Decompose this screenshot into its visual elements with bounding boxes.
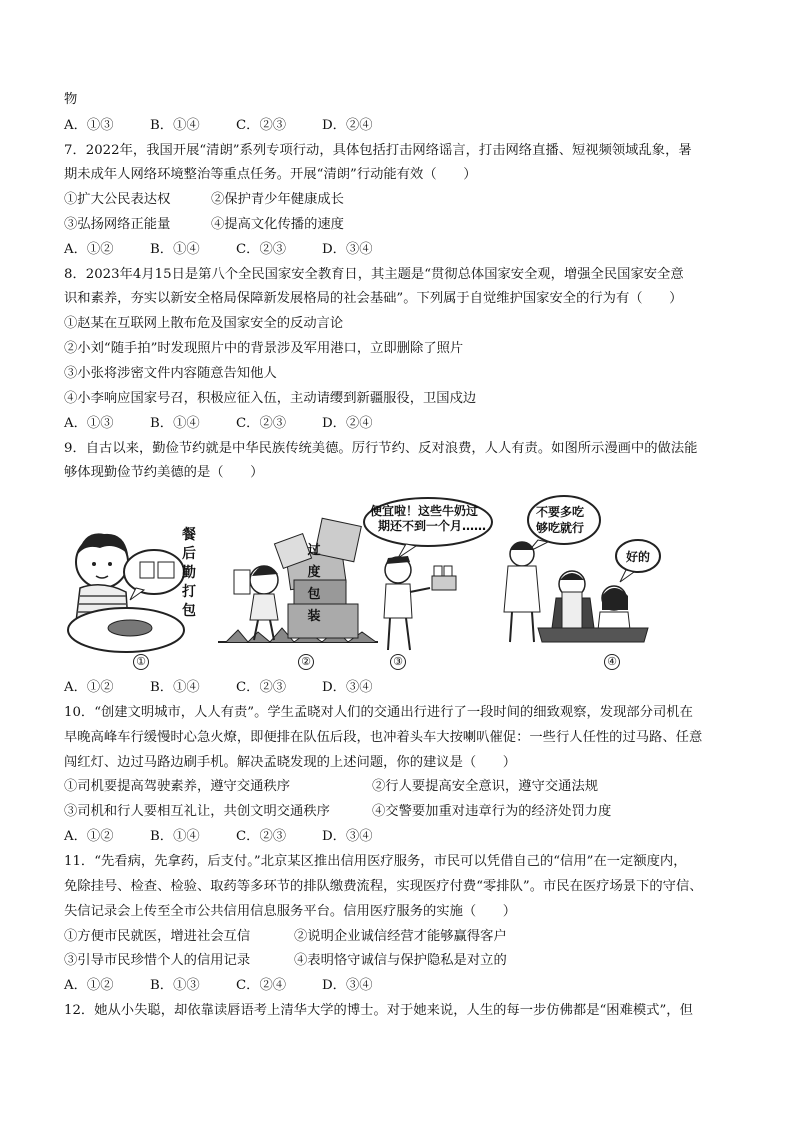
q7-item-2: ②保护青少年健康成长 xyxy=(211,192,344,207)
q10-items-row1 xyxy=(64,777,598,797)
option-a[interactable]: A．①② xyxy=(64,978,114,993)
option-c[interactable]: C．②③ xyxy=(236,416,287,431)
option-c[interactable]: C．②④ xyxy=(236,978,287,993)
q11-item-3: ③引导市民珍惜个人的信用记录 xyxy=(64,953,251,968)
q7-item-4: ④提高文化传播的速度 xyxy=(211,217,344,232)
q6-options xyxy=(64,116,408,136)
q10-items-row2 xyxy=(64,802,611,822)
q8-options xyxy=(64,414,408,434)
caption-char: 餐 xyxy=(182,527,196,543)
speech-line: 不要多吃 xyxy=(536,505,585,519)
q10-item-4: ④交警要加重对违章行为的经济处罚力度 xyxy=(372,804,612,819)
q8-item-4: ④小李响应国家号召，积极应征入伍，主动请缨到新疆服役，卫国戍边 xyxy=(64,391,477,406)
option-d[interactable]: D．③④ xyxy=(322,978,373,993)
q7-stem-line1: 7．2022年，我国开展“清朗”系列专项行动，具体包括打击网络谣言，打击网络直播、短视频领域乱象，暑 xyxy=(64,143,692,158)
q7-items-row2 xyxy=(64,215,344,235)
cartoon-3-speech xyxy=(370,504,486,534)
q11-stem-line1: 11．“先看病，先拿药，后支付。”北京某区推出信用医疗服务，市民可以凭借自己的“信用”在一定额度内， xyxy=(64,854,687,869)
q9-stem-line1: 9．自古以来，勤俭节约就是中华民族传统美德。厉行节约、反对浪费，人人有责。如图所示漫画中的做法能 xyxy=(64,441,698,456)
q10-stem-line2: 早晚高峰车行缓慢时心急火燎，即便排在队伍后段，也冲着头车大按喇叭催促：一些行人任性的过马路、任意 xyxy=(64,730,703,745)
q6-tail: 物 xyxy=(64,92,78,107)
option-c[interactable]: C．②③ xyxy=(236,680,287,695)
option-b[interactable]: B．①④ xyxy=(150,829,200,844)
option-d[interactable]: D．②④ xyxy=(322,416,373,431)
q10-options xyxy=(64,827,408,847)
cartoon-1 xyxy=(64,492,214,670)
caption-char: 装 xyxy=(307,609,321,624)
caption-char: 包 xyxy=(307,587,321,602)
option-a[interactable]: A．①③ xyxy=(64,416,114,431)
cartoon-1-caption xyxy=(182,526,200,621)
cartoon-2-caption xyxy=(304,540,324,628)
q11-stem-line2: 免除挂号、检查、检验、取药等多环节的排队缴费流程，实现医疗付费“零排队”。市民在医疗场景下的守信、 xyxy=(64,879,703,894)
option-a[interactable]: A．①② xyxy=(64,242,114,257)
q11-items-row1 xyxy=(64,927,507,947)
cartoon-4 xyxy=(498,492,666,670)
option-d[interactable]: D．③④ xyxy=(322,680,373,695)
caption-char: 打 xyxy=(182,584,196,600)
cartoon-number: ② xyxy=(298,654,314,670)
q10-item-3: ③司机和行人要相互礼让，共创文明交通秩序 xyxy=(64,804,330,819)
option-b[interactable]: B．①④ xyxy=(150,118,200,133)
q11-stem-line3: 失信记录会上传至全市公共信用信息服务平台。信用医疗服务的实施（ ） xyxy=(64,904,517,919)
caption-char: 勤 xyxy=(182,565,196,581)
q8-stem-line1: 8．2023年4月15日是第八个全民国家安全教育日，其主题是“贯彻总体国家安全观，增强全民国家安全意 xyxy=(64,267,684,282)
q8-item-1: ①赵某在互联网上散布危及国家安全的反动言论 xyxy=(64,316,344,331)
q11-options xyxy=(64,976,408,996)
q9-options xyxy=(64,678,408,698)
cartoon-4-speech-guest: 好的 xyxy=(626,550,651,564)
q7-items-row1 xyxy=(64,190,344,210)
caption-char: 度 xyxy=(307,565,321,580)
option-b[interactable]: B．①④ xyxy=(150,416,200,431)
q11-item-2: ②说明企业诚信经营才能够赢得客户 xyxy=(294,929,507,944)
caption-char: 包 xyxy=(182,603,196,619)
cartoon-4-speech-waiter xyxy=(536,504,584,536)
caption-char: 过 xyxy=(307,543,321,558)
speech-line: 期还不到一个月…… xyxy=(378,519,487,533)
cartoon-number: ③ xyxy=(390,654,406,670)
q12-stem-line1: 12．她从小失聪，却依靠读唇语考上清华大学的博士。对于她来说，人生的每一步仿佛都是“困难模式”，但 xyxy=(64,1003,693,1018)
speech-line: 够吃就行 xyxy=(536,521,585,535)
option-a[interactable]: A．①② xyxy=(64,680,114,695)
speech-line: 便宜啦！这些牛奶过 xyxy=(370,504,479,518)
q8-item-2: ②小刘“随手拍”时发现照片中的背景涉及军用港口，立即删除了照片 xyxy=(64,341,464,356)
option-d[interactable]: D．③④ xyxy=(322,829,373,844)
option-c[interactable]: C．②③ xyxy=(236,118,287,133)
q7-item-1: ①扩大公民表达权 xyxy=(64,192,171,207)
q10-item-1: ①司机要提高驾驶素养，遵守交通秩序 xyxy=(64,779,291,794)
cartoon-3 xyxy=(346,492,496,670)
option-d[interactable]: D．③④ xyxy=(322,242,373,257)
q10-stem-line3: 闯红灯、边过马路边刷手机。解决孟晓发现的上述问题，你的建议是（ ） xyxy=(64,755,517,770)
cartoon-number: ① xyxy=(133,654,149,670)
caption-char: 后 xyxy=(182,546,196,562)
q11-item-1: ①方便市民就医，增进社会互信 xyxy=(64,929,251,944)
cartoon-number: ④ xyxy=(604,654,620,670)
q8-stem-line2: 识和素养，夯实以新安全格局保障新发展格局的社会基础”。下列属于自觉维护国家安全的行为有（ ） xyxy=(64,291,683,306)
q10-stem-line1: 10．“创建文明城市，人人有责”。学生孟晓对人们的交通出行进行了一段时间的细致观察，发现部分司机在 xyxy=(64,705,693,720)
q11-item-4: ④表明恪守诚信与保护隐私是对立的 xyxy=(294,953,507,968)
q7-item-3: ③弘扬网络正能量 xyxy=(64,217,171,232)
q7-stem-line2: 期未成年人网络环境整治等重点任务。开展“清朗”行动能有效（ ） xyxy=(64,167,477,182)
option-b[interactable]: B．①③ xyxy=(150,978,200,993)
option-c[interactable]: C．②③ xyxy=(236,829,287,844)
option-b[interactable]: B．①④ xyxy=(150,242,200,257)
q10-item-2: ②行人要提高安全意识，遵守交通法规 xyxy=(372,779,599,794)
option-a[interactable]: A．①② xyxy=(64,829,114,844)
q11-items-row2 xyxy=(64,951,507,971)
q9-stem-line2: 够体现勤俭节约美德的是（ ） xyxy=(64,465,264,480)
option-a[interactable]: A．①③ xyxy=(64,118,114,133)
option-d[interactable]: D．②④ xyxy=(322,118,373,133)
q8-item-3: ③小张将涉密文件内容随意告知他人 xyxy=(64,366,277,381)
option-c[interactable]: C．②③ xyxy=(236,242,287,257)
q7-options xyxy=(64,240,408,260)
option-b[interactable]: B．①④ xyxy=(150,680,200,695)
